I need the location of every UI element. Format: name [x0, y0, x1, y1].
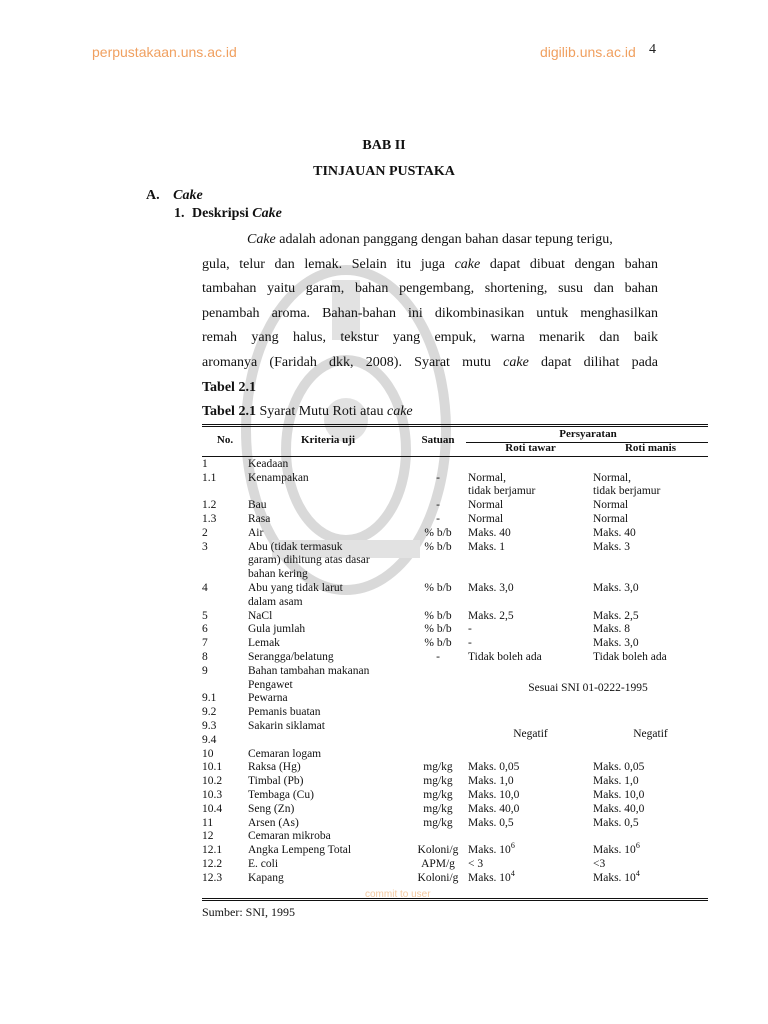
cell-no: 1.1: [202, 471, 217, 484]
cell-satuan: APM/g: [421, 857, 455, 870]
cell-satuan: -: [436, 512, 440, 525]
cell-roti-manis: [593, 748, 708, 762]
header-no: No.: [216, 434, 234, 446]
cell-satuan: % b/b: [424, 609, 452, 622]
cell-roti-tawar: Maks. 1: [468, 540, 506, 553]
cell-kriteria: Gula jumlah: [248, 623, 306, 636]
cell-satuan: [408, 692, 468, 706]
value-roti-tawar: Maks. 10: [468, 871, 511, 884]
para-line-5: remah yang halus, tekstur yang empuk, warna menarik dan baik: [202, 330, 658, 346]
cell-satuan: -: [436, 471, 440, 484]
table-row: [202, 830, 708, 844]
cell-satuan: [408, 706, 468, 720]
cell-roti-tawar: Maks. 0,05: [468, 761, 520, 774]
cell-roti-manis: [593, 706, 708, 720]
cell-no: 9.3: [202, 719, 217, 732]
para-word-cake: Cake: [247, 232, 276, 247]
cell-roti-tawar: [468, 682, 708, 706]
cell-roti-manis: <3: [593, 857, 606, 870]
table-caption-text: Syarat Mutu Roti atau: [255, 404, 387, 419]
section-a-heading: [146, 188, 203, 204]
exponent: 6: [510, 841, 515, 851]
cell-roti-manis: [593, 868, 708, 886]
cell-satuan: [408, 665, 468, 693]
cell-no: 1.2: [202, 499, 217, 512]
cell-no: 12.3: [202, 871, 223, 884]
cell-roti-tawar: < 3: [468, 857, 484, 870]
cell-satuan: [408, 720, 468, 734]
cell-roti-manis: Maks. 3,0: [593, 581, 639, 594]
cell-roti-tawar: Maks. 40: [468, 526, 511, 539]
section-letter: A.: [146, 188, 160, 203]
para-line-2b: cake: [454, 256, 481, 272]
cell-no: 12: [202, 830, 214, 843]
table-row: [202, 458, 708, 472]
table-bottom-rule: [202, 898, 708, 901]
cell-kriteria: Abu (tidak termasuk garam) dihitung atas dasar bahan kering: [248, 540, 370, 581]
cell-roti-manis: Tidak boleh ada: [593, 650, 667, 663]
cell-roti-manis: Maks. 0,5: [593, 816, 639, 829]
table-row: [202, 513, 708, 527]
table-row: [202, 582, 708, 610]
subsection-title: Deskripsi: [192, 206, 249, 221]
cell-no: 3: [202, 540, 208, 553]
cell-roti-manis: Maks. 10,0: [593, 788, 645, 801]
table-row: [202, 761, 708, 775]
cell-kriteria: Seng (Zn): [248, 802, 295, 815]
cell-roti-tawar: Normal: [468, 512, 504, 525]
cell-satuan: mg/kg: [423, 775, 453, 788]
cell-kriteria: Air: [248, 526, 264, 539]
cell-roti-tawar: Negatif: [513, 727, 548, 740]
cell-roti-tawar: Normal: [468, 499, 504, 512]
cell-no: 6: [202, 623, 208, 636]
para-line-2c: dapat dibuat dengan bahan: [480, 256, 659, 272]
cell-kriteria: E. coli: [248, 857, 279, 870]
cell-kriteria: Pewarna: [248, 692, 288, 705]
table-caption-italic: cake: [387, 404, 413, 419]
cell-satuan: % b/b: [424, 540, 452, 553]
cell-roti-manis: Maks. 8: [593, 623, 631, 636]
cell-kriteria: Sakarin siklamat: [248, 719, 325, 732]
cell-kriteria: Kenampakan: [248, 471, 309, 484]
cell-satuan: mg/kg: [423, 802, 453, 815]
quality-requirements-table: [202, 424, 708, 886]
value-roti-manis: Maks. 10: [593, 871, 636, 884]
cell-kriteria: Cemaran logam: [248, 747, 322, 760]
cell-no: 1.3: [202, 512, 217, 525]
para-line-7: Tabel 2.1: [202, 379, 256, 395]
header-satuan: Satuan: [421, 434, 455, 446]
table-caption-number: Tabel 2.1: [202, 404, 256, 419]
para-line-3: tambahan yaitu garam, bahan pengembang, shortening, susu dan bahan: [202, 281, 658, 297]
cell-roti-tawar: Maks. 1,0: [468, 775, 514, 788]
table-row: [202, 803, 708, 817]
cell-no: 9.2: [202, 706, 217, 719]
cell-no: 5: [202, 609, 208, 622]
cell-satuan: % b/b: [424, 623, 452, 636]
cell-satuan: Koloni/g: [417, 871, 459, 884]
cell-roti-tawar: [468, 706, 593, 720]
cell-no: 2: [202, 526, 208, 539]
cell-no: 10.1: [202, 761, 223, 774]
table-row: [202, 472, 708, 500]
page-number: 4: [649, 42, 656, 57]
cell-roti-manis: Maks. 2,5: [593, 609, 639, 622]
subsection-1-heading: [174, 206, 282, 222]
cell-satuan: [408, 748, 468, 762]
cell-roti-manis: Negatif: [633, 727, 668, 740]
cell-roti-tawar: [468, 868, 593, 886]
cell-roti-tawar: Normal, tidak berjamur: [468, 471, 536, 498]
table-row: [202, 651, 708, 665]
table-row: [202, 872, 708, 886]
table-row: [202, 610, 708, 624]
watermark-text: commit to user: [365, 889, 431, 900]
cell-satuan: mg/kg: [423, 788, 453, 801]
chapter-label: BAB II: [362, 138, 406, 153]
cell-roti-manis: [593, 458, 708, 472]
cell-roti-manis: Maks. 3: [593, 540, 631, 553]
subsection-number: 1.: [174, 206, 185, 221]
cell-satuan: -: [436, 499, 440, 512]
header-roti-manis: Roti manis: [624, 441, 677, 454]
value-roti-tawar: Maks. 10: [468, 844, 511, 857]
header-roti-tawar: Roti tawar: [505, 441, 556, 454]
table-row: [202, 706, 708, 720]
header-persyaratan: Persyaratan: [559, 428, 617, 440]
table-row: [202, 623, 708, 637]
cell-roti-manis: Maks. 3,0: [593, 637, 639, 650]
cell-satuan: % b/b: [424, 526, 452, 539]
cell-kriteria: Lemak: [248, 637, 280, 650]
table-row: [202, 541, 708, 582]
para-line-6b: cake: [503, 354, 529, 370]
table-row: [202, 858, 708, 872]
cell-no: 9.1: [202, 692, 217, 705]
para-line-2a: gula, telur dan lemak. Selain itu juga: [202, 256, 455, 272]
cell-roti-tawar: Maks. 10,0: [468, 788, 520, 801]
cell-no: 10: [202, 747, 214, 760]
cell-kriteria: Rasa: [248, 512, 271, 525]
cell-no: 1: [202, 457, 208, 470]
sesuai-sni-note: Sesuai SNI 01-0222-1995: [528, 682, 648, 695]
cell-no: 11: [202, 816, 214, 829]
para-line-4: penambah aroma. Bahan-bahan ini dikombinasikan untuk menghasilkan: [202, 305, 658, 321]
cell-kriteria: Kapang: [248, 871, 284, 884]
table-row: [202, 844, 708, 858]
cell-no: 4: [202, 581, 208, 594]
cell-kriteria: Bau: [248, 499, 267, 512]
cell-kriteria: Pemanis buatan: [248, 706, 321, 719]
header-left-link[interactable]: perpustakaan.uns.ac.id: [92, 44, 237, 60]
cell-satuan: mg/kg: [423, 761, 453, 774]
para-line-6a: aromanya (Faridah dkk, 2008). Syarat mutu: [202, 354, 504, 370]
table-row: [202, 637, 708, 651]
table-body: [202, 458, 708, 886]
cell-kriteria: Raksa (Hg): [248, 761, 301, 774]
cell-no: 8: [202, 650, 208, 663]
cell-roti-manis: [593, 841, 708, 858]
cell-kriteria: NaCl: [248, 609, 273, 622]
cell-roti-manis: [593, 830, 708, 844]
value-roti-manis: Maks. 10: [593, 844, 636, 857]
chapter-title: TINJAUAN PUSTAKA: [313, 164, 455, 179]
cell-roti-tawar: Tidak boleh ada: [468, 650, 542, 663]
para-line-1: adalah adonan panggang dengan bahan dasar tepung terigu,: [275, 232, 613, 247]
cell-roti-tawar: [468, 458, 593, 472]
cell-kriteria: [248, 734, 408, 748]
cell-kriteria: Serangga/belatung: [248, 650, 334, 663]
cell-roti-manis: Maks. 40,0: [593, 802, 645, 815]
table-row: [202, 817, 708, 831]
cell-roti-tawar: Maks. 0,5: [468, 816, 514, 829]
para-line-6c: dapat dilihat pada: [528, 354, 658, 370]
cell-roti-manis: Normal: [593, 499, 629, 512]
cell-roti-tawar: Maks. 3,0: [468, 581, 514, 594]
table-row: [202, 789, 708, 803]
cell-satuan: [408, 458, 468, 472]
cell-roti-manis: Maks. 0,05: [593, 761, 645, 774]
cell-kriteria: Keadaan: [248, 457, 289, 470]
cell-roti-tawar: -: [468, 637, 472, 650]
cell-roti-manis: Normal: [593, 512, 629, 525]
cell-roti-tawar: Maks. 2,5: [468, 609, 514, 622]
body-paragraph: [202, 228, 658, 400]
table-row: [202, 775, 708, 789]
cell-kriteria: Abu yang tidak larut dalam asam: [248, 581, 343, 608]
cell-satuan: mg/kg: [423, 816, 453, 829]
cell-no: 10.2: [202, 775, 223, 788]
cell-roti-manis: Maks. 1,0: [593, 775, 639, 788]
table-row: [202, 692, 708, 706]
cell-no: 12.2: [202, 857, 223, 870]
cell-satuan: % b/b: [424, 637, 452, 650]
cell-kriteria: Cemaran mikroba: [248, 830, 331, 843]
cell-roti-tawar: [468, 748, 593, 762]
table-row: [202, 527, 708, 541]
cell-roti-manis: Normal, tidak berjamur: [593, 471, 661, 498]
cell-satuan: % b/b: [424, 581, 452, 594]
cell-kriteria: Angka Lempeng Total: [248, 844, 352, 857]
cell-roti-tawar: -: [468, 623, 472, 636]
cell-satuan: -: [436, 650, 440, 663]
table-caption: [202, 404, 413, 420]
cell-kriteria: Timbal (Pb): [248, 775, 304, 788]
table-row: [202, 499, 708, 513]
subsection-title-italic: Cake: [252, 206, 282, 221]
header-right-link[interactable]: digilib.uns.ac.id: [540, 44, 636, 60]
exponent: 4: [510, 868, 515, 878]
cell-satuan: [408, 734, 468, 748]
cell-no: 7: [202, 637, 208, 650]
cell-no: 10.3: [202, 788, 223, 801]
cell-satuan: Koloni/g: [417, 844, 459, 857]
cell-roti-tawar: Maks. 40,0: [468, 802, 520, 815]
cell-kriteria: Bahan tambahan makanan Pengawet: [248, 664, 370, 691]
cell-no: 10.4: [202, 802, 223, 815]
exponent: 6: [635, 841, 640, 851]
section-title: Cake: [173, 188, 203, 203]
cell-no: 9: [202, 664, 208, 677]
cell-kriteria: Tembaga (Cu): [248, 788, 314, 801]
cell-roti-tawar: [468, 830, 593, 844]
cell-kriteria: Arsen (As): [248, 816, 299, 829]
table-row: [202, 748, 708, 762]
cell-satuan: [408, 830, 468, 844]
table-row: [202, 734, 708, 748]
header-kriteria: Kriteria uji: [300, 434, 356, 446]
table-source: Sumber: SNI, 1995: [202, 905, 295, 919]
cell-no: 12.1: [202, 844, 223, 857]
cell-no: 9.4: [202, 733, 217, 746]
cell-roti-manis: Maks. 40: [593, 526, 636, 539]
cell-roti-tawar: [468, 841, 593, 858]
exponent: 4: [635, 868, 640, 878]
